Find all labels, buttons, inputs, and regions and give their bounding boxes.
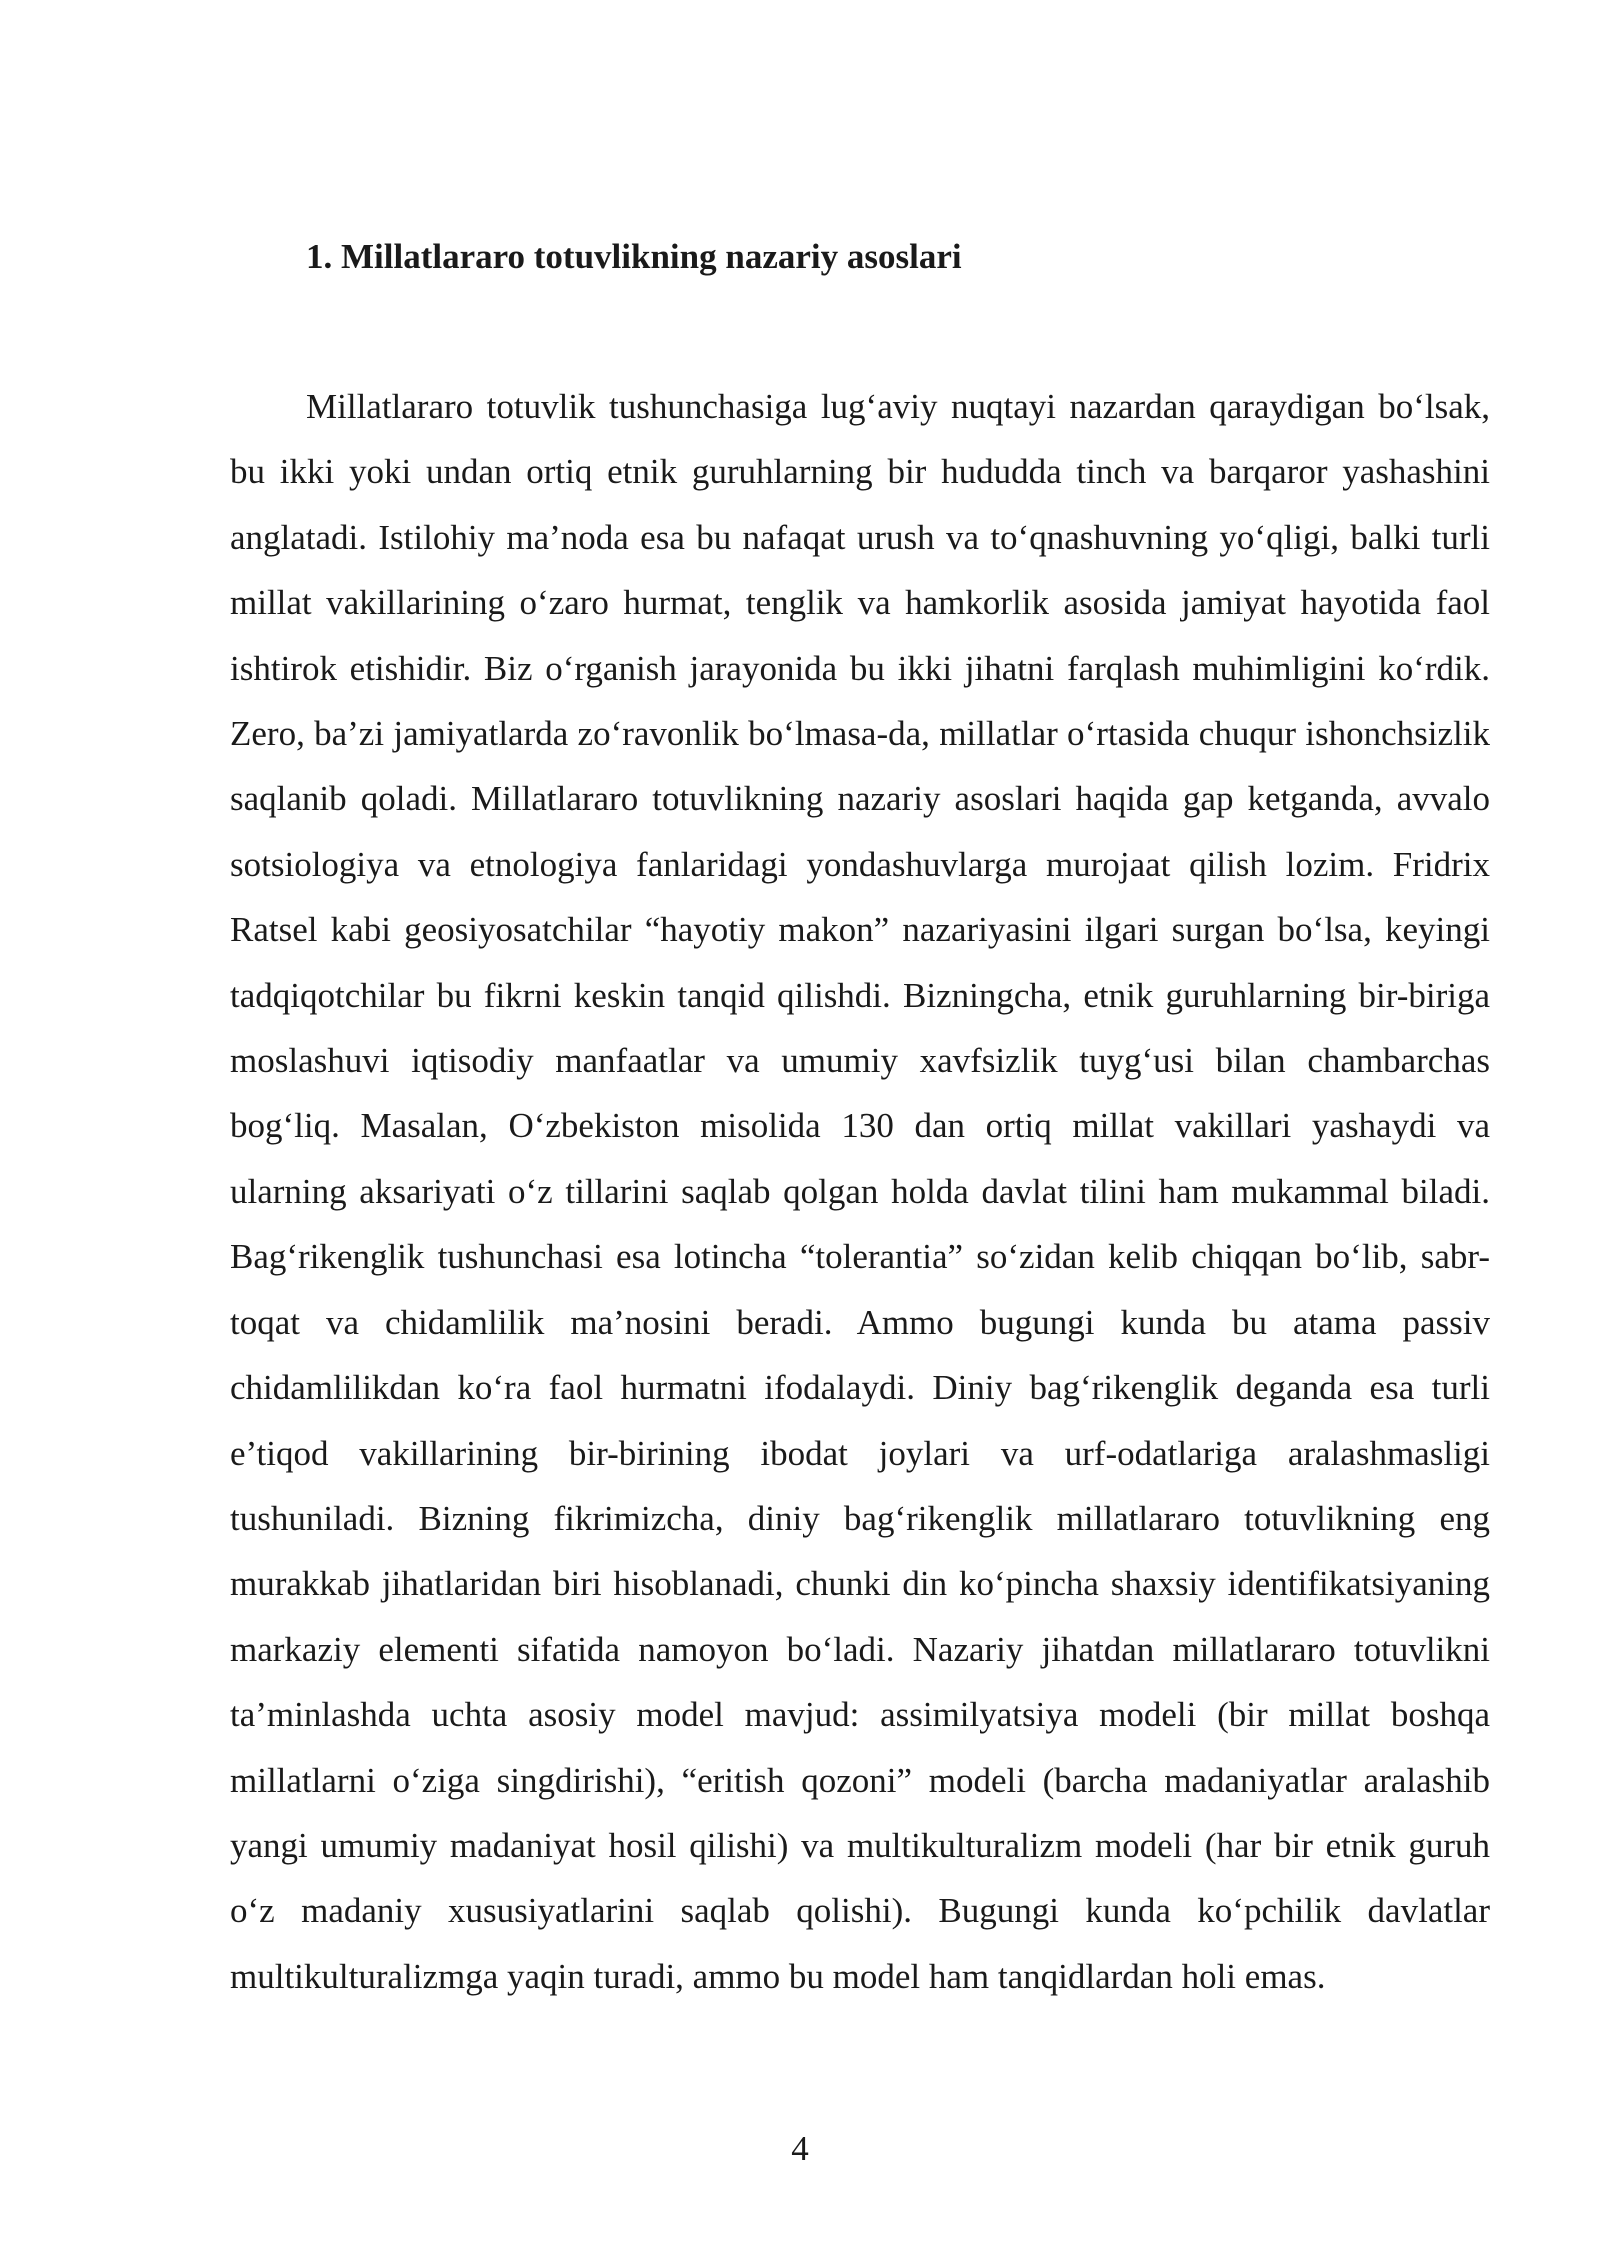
body-paragraph: Millatlararo totuvlik tushunchasiga lug‘aviy nuqtayi nazardan qaraydigan bo‘lsak, bu ikki yoki undan ortiq etnik guruhlarning bir hududda tinch va barqaror yashashini anglatadi. Istilohiy ma’noda esa bu nafaqat urush va to‘qnashuvning yo‘qligi, balki turli millat vakillarining o‘zaro hurmat, tenglik va hamkorlik asosida jamiyat hayotida faol ishtirok etishidir. Biz o‘rganish jarayonida bu ikki jihatni farqlash muhimligini ko‘rdik. Zero, ba’zi jamiyatlarda zo‘ravonlik bo‘lmasa-da, millatlar o‘rtasida chuqur ishonchsizlik saqlanib qoladi. Millatlararo totuvlikning nazariy asoslari haqida gap ketganda, avvalo sotsiologiya va etnologiya fanlaridagi yondashuvlarga murojaat qilish lozim. Fridrix Ratsel kabi geosiyosatchilar “hayotiy makon” nazariyasini ilgari surgan bo‘lsa, keyingi tadqiqotchilar bu fikrni keskin tanqid qilishdi. Bizningcha, etnik guruhlarning bir-biriga moslashuvi iqtisodiy manfaatlar va umumiy xavfsizlik tuyg‘usi bilan chambarchas bog‘liq. Masalan, O‘zbekiston misolida 130 dan ortiq millat vakillari yashaydi va ularning aksariyati o‘z tillarini saqlab qolgan holda davlat tilini ham mukammal biladi. Bag‘rikenglik tushunchasi esa lotincha “tolerantia” so‘zidan kelib chiqqan bo‘lib, sabr-toqat va chidamlilik ma’nosini beradi. Ammo bugungi kunda bu atama passiv chidamlilikdan ko‘ra faol hurmatni ifodalaydi. Diniy bag‘rikenglik deganda esa turli e’tiqod vakillarining bir-birining ibodat joylari va urf-odatlariga aralashmasligi tushuniladi. Bizning fikrimizcha, diniy bag‘rikenglik millatlararo totuvlikning eng murakkab jihatlaridan biri hisoblanadi, chunki din ko‘pincha shaxsiy identifikatsiyaning markaziy elementi sifatida namoyon bo‘ladi. Nazariy jihatdan millatlararo totuvlikni ta’minlashda uchta asosiy model mavjud: assimilyatsiya modeli (bir millat boshqa millatlarni o‘ziga singdirishi), “eritish qozoni” modeli (barcha madaniyatlar aralashib yangi umumiy madaniyat hosil qilishi) va multikulturalizm modeli (har bir etnik guruh o‘z madaniy xususiyatlarini saqlab qolishi). Bugungi kunda ko‘pchilik davlatlar multikulturalizmga yaqin turadi, ammo bu model ham tanqidlardan holi emas. [230,387,1490,1996]
page-number: 4 [791,2129,809,2168]
section-heading: 1. Millatlararo totuvlikning nazariy asoslari [306,237,962,276]
